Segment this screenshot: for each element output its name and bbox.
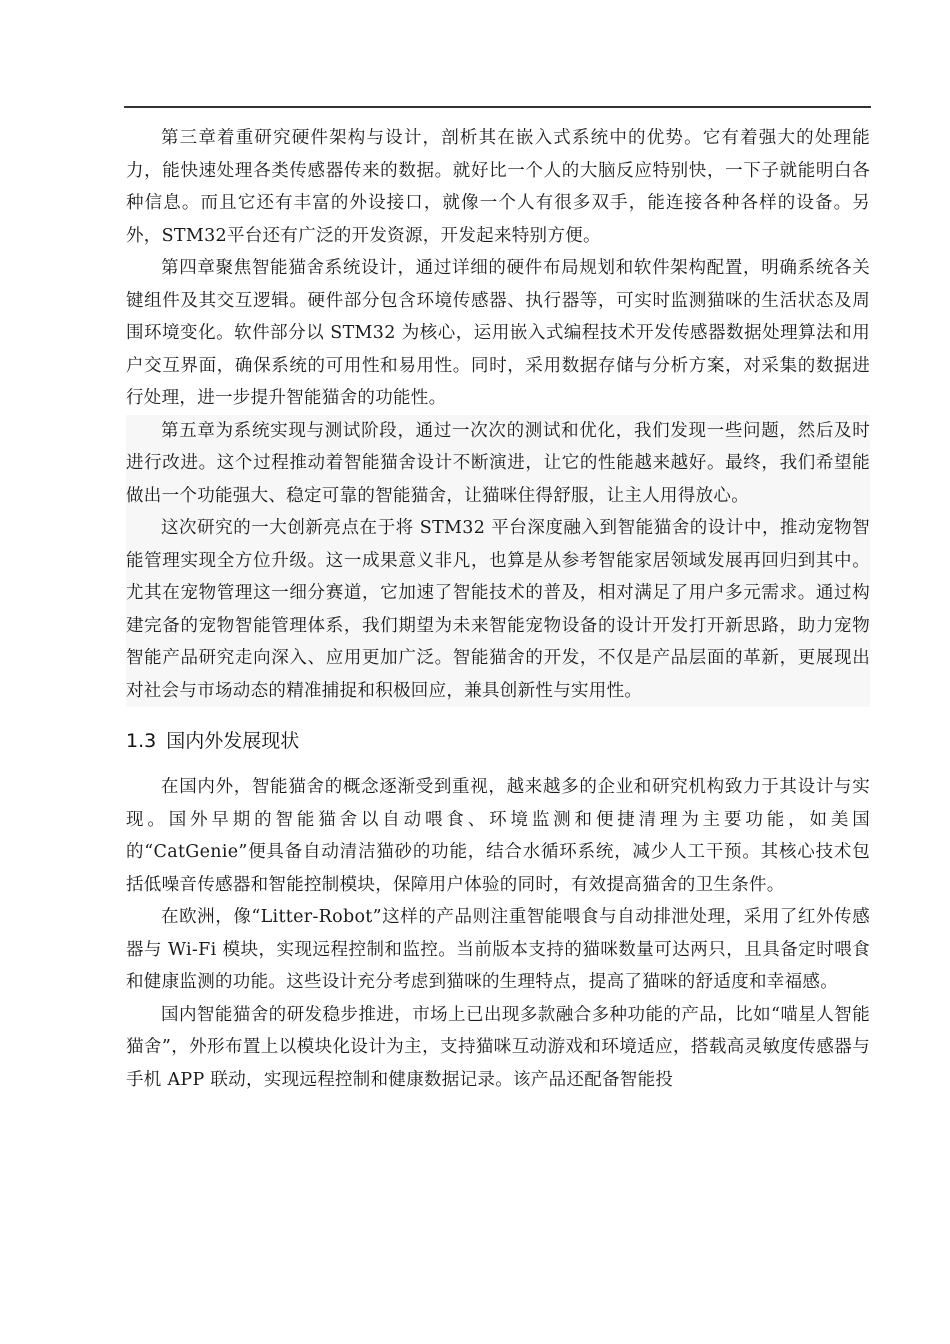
section-number: 1.3 bbox=[126, 730, 157, 752]
section-title: 国内外发展现状 bbox=[166, 730, 300, 752]
header-rule bbox=[124, 106, 871, 108]
page-body bbox=[126, 122, 870, 1096]
paragraph-europe: 在欧洲，像“Litter-Robot”这样的产品则注重智能喂食与自动排泄处理，采用了红外传感器与 Wi-Fi 模块，实现远程控制和监控。当前版本支持的猫咪数量可达两只，且具备定时喂食和健康监测的功能。这些设计充分考虑到猫咪的生理特点，提高了猫咪的舒适度和幸福感。 bbox=[126, 907, 870, 992]
paragraph-chapter-5: 第五章为系统实现与测试阶段，通过一次次的测试和优化，我们发现一些问题，然后及时进行改进。这个过程推动着智能猫舍设计不断演进，让它的性能越来越好。最终，我们希望能做出一个功能强大、稳定可靠的智能猫舍，让猫咪住得舒服，让主人用得放心。 bbox=[126, 415, 870, 513]
paragraph-domestic: 国内智能猫舍的研发稳步推进，市场上已出现多款融合多种功能的产品，比如“喵星人智能猫舍”，外形布置上以模块化设计为主，支持猫咪互动游戏和环境适应，搭载高灵敏度传感器与手机 APP 联动，实现远程控制和健康数据记录。该产品还配备智能投 bbox=[126, 1004, 870, 1090]
paragraph-overview: 在国内外，智能猫舍的概念逐渐受到重视，越来越多的企业和研究机构致力于其设计与实现。国外早期的智能猫舍以自动喂食、环境监测和便捷清理为主要功能，如美国的“CatGenie”便具备自动清洁猫砂的功能，结合水循环系统，减少人工干预。其核心技术包括低噪音传感器和智能控制模块，保障用户体验的同时，有效提高猫舍的卫生条件。 bbox=[126, 777, 870, 895]
paragraph-innovation: 这次研究的一大创新亮点在于将 STM32 平台深度融入到智能猫舍的设计中，推动宠物智能管理实现全方位升级。这一成果意义非凡，也算是从参考智能家居领域发展再回归到其中。尤其在宠物管理这一细分赛道，它加速了智能技术的普及，相对满足了用户多元需求。通过构建完备的宠物智能管理体系，我们期望为未来智能宠物设备的设计开发打开新思路，助力宠物智能产品研究走向深入、应用更加广泛。智能猫舍的开发，不仅是产品层面的革新，更展现出对社会与市场动态的精准捕捉和积极回应，兼具创新性与实用性。 bbox=[126, 512, 870, 707]
paragraph-chapter-3: 第三章着重研究硬件架构与设计，剖析其在嵌入式系统中的优势。它有着强大的处理能力，能快速处理各类传感器传来的数据。就好比一个人的大脑反应特别快，一下子就能明白各种信息。而且它还有丰富的外设接口，就像一个人有很多双手，能连接各种各样的设备。另外，STM32平台还有广泛的开发资源，开发起来特别方便。 bbox=[126, 128, 870, 246]
section-heading bbox=[126, 727, 870, 755]
paragraph-chapter-4: 第四章聚焦智能猫舍系统设计，通过详细的硬件布局规划和软件架构配置，明确系统各关键组件及其交互逻辑。硬件部分包含环境传感器、执行器等，可实时监测猫咪的生活状态及周围环境变化。软件部分以 STM32 为核心，运用嵌入式编程技术开发传感器数据处理算法和用户交互界面，确保系统的可用性和易用性。同时，采用数据存储与分析方案，对采集的数据进行处理，进一步提升智能猫舍的功能性。 bbox=[126, 258, 870, 408]
